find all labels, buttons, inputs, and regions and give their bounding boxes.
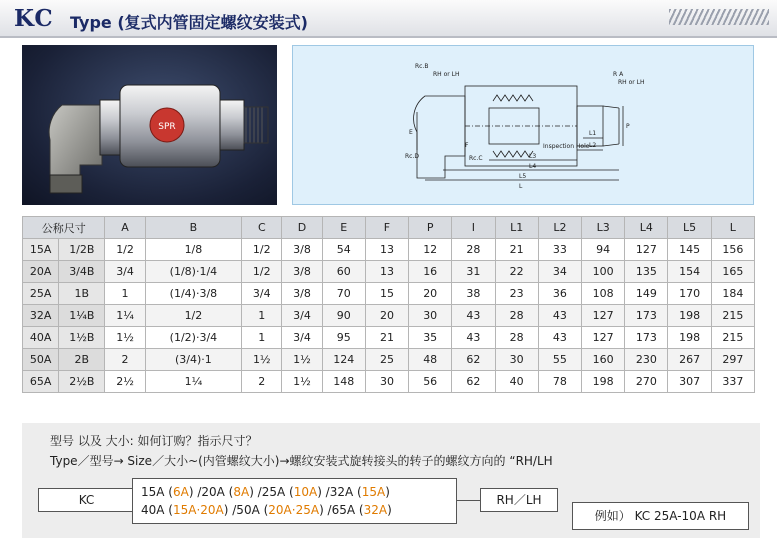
table-cell: 30 — [495, 349, 538, 371]
table-cell: 2B — [59, 349, 105, 371]
table-cell: 33 — [538, 239, 581, 261]
label-l1: L1 — [589, 130, 597, 137]
table-row — [23, 327, 755, 349]
table-cell: 90 — [322, 305, 365, 327]
table-cell: (1/4)·3/8 — [145, 283, 242, 305]
header-l1: L1 — [495, 217, 538, 239]
table-cell: 62 — [452, 349, 495, 371]
table-row — [23, 349, 755, 371]
dimension-table — [22, 216, 755, 393]
table-cell: 337 — [711, 371, 754, 393]
header-nominal-size: 公称尺寸 — [23, 217, 105, 239]
table-cell: 15 — [365, 283, 408, 305]
table-cell: 1 — [242, 327, 282, 349]
table-cell: 25 — [365, 349, 408, 371]
table-row — [23, 305, 755, 327]
connector-line — [457, 500, 480, 501]
table-cell: 1 — [242, 305, 282, 327]
table-cell: 124 — [322, 349, 365, 371]
table-cell: 54 — [322, 239, 365, 261]
table-cell: 1/2B — [59, 239, 105, 261]
label-l3: L3 — [529, 153, 537, 160]
table-cell: 23 — [495, 283, 538, 305]
table-cell: 127 — [582, 327, 625, 349]
table-cell: 28 — [452, 239, 495, 261]
label-rc-c: Rc.C — [469, 155, 483, 162]
table-cell: 35 — [409, 327, 452, 349]
label-r-a: R A — [613, 71, 624, 78]
table-row — [23, 239, 755, 261]
table-cell: 3/4 — [105, 261, 145, 283]
table-cell: 307 — [668, 371, 711, 393]
size-text: 40A ( — [141, 503, 173, 517]
label-f: F — [465, 142, 469, 149]
model-code: KC — [14, 5, 54, 32]
table-cell: 1/2 — [242, 261, 282, 283]
table-cell: 149 — [625, 283, 668, 305]
table-cell: 70 — [322, 283, 365, 305]
table-cell: 135 — [625, 261, 668, 283]
size-text: 15A ( — [141, 485, 173, 499]
table-cell: 1½ — [282, 349, 322, 371]
size-text: ) /25A ( — [249, 485, 294, 499]
inner-thread-size: 10A — [293, 485, 318, 499]
header-d: D — [282, 217, 322, 239]
table-cell: 78 — [538, 371, 581, 393]
label-rh-lh-top: RH or LH — [433, 71, 460, 78]
inner-thread-size: 6A — [172, 485, 189, 499]
table-cell: 56 — [409, 371, 452, 393]
table-cell: (1/2)·3/4 — [145, 327, 242, 349]
label-rh-lh-right: RH or LH — [618, 79, 645, 86]
table-cell: 1 — [105, 283, 145, 305]
table-cell: 2 — [105, 349, 145, 371]
table-cell: 20 — [409, 283, 452, 305]
ordering-subtitle: Type／型号→ Size／大小~(内管螺纹大小)→螺纹安装式旋转接头的转子的螺纹方向的 “RH/LH — [50, 454, 553, 468]
table-cell: 1½B — [59, 327, 105, 349]
table-cell: 1¼ — [145, 371, 242, 393]
table-cell: 20 — [365, 305, 408, 327]
header-b: B — [145, 217, 242, 239]
table-cell: 145 — [668, 239, 711, 261]
table-cell: 22 — [495, 261, 538, 283]
table-cell: 215 — [711, 305, 754, 327]
table-cell: 34 — [538, 261, 581, 283]
table-cell: 40A — [23, 327, 59, 349]
table-cell: 38 — [452, 283, 495, 305]
header-l3: L3 — [582, 217, 625, 239]
label-l5: L5 — [519, 173, 527, 180]
table-cell: 13 — [365, 261, 408, 283]
table-cell: 43 — [452, 305, 495, 327]
table-cell: 165 — [711, 261, 754, 283]
table-cell: 215 — [711, 327, 754, 349]
inner-thread-size: 8A — [233, 485, 250, 499]
table-cell: 108 — [582, 283, 625, 305]
table-cell: 13 — [365, 239, 408, 261]
title-bar — [0, 0, 777, 38]
table-cell: 25A — [23, 283, 59, 305]
table-cell: 1½ — [242, 349, 282, 371]
table-cell: 3/4 — [242, 283, 282, 305]
table-cell: 43 — [452, 327, 495, 349]
table-row — [23, 371, 755, 393]
table-cell: 15A — [23, 239, 59, 261]
size-text: ) /65A ( — [319, 503, 364, 517]
ordering-guide — [22, 423, 760, 538]
table-cell: 12 — [409, 239, 452, 261]
table-cell: 2 — [242, 371, 282, 393]
table-cell: 1/2 — [242, 239, 282, 261]
inner-thread-size: 20A·25A — [268, 503, 320, 517]
table-cell: 30 — [409, 305, 452, 327]
header-l5: L5 — [668, 217, 711, 239]
inner-thread-size: 15A — [361, 485, 386, 499]
table-cell: 95 — [322, 327, 365, 349]
table-cell: 62 — [452, 371, 495, 393]
table-cell: 1/8 — [145, 239, 242, 261]
table-cell: 43 — [538, 327, 581, 349]
table-cell: 173 — [625, 305, 668, 327]
size-text: ) — [385, 485, 390, 499]
table-cell: 170 — [668, 283, 711, 305]
label-e: E — [409, 129, 413, 136]
table-cell: 48 — [409, 349, 452, 371]
table-cell: 230 — [625, 349, 668, 371]
table-cell: 1¼ — [105, 305, 145, 327]
table-cell: 60 — [322, 261, 365, 283]
header-e: E — [322, 217, 365, 239]
table-cell: 270 — [625, 371, 668, 393]
table-cell: 3/4B — [59, 261, 105, 283]
table-cell: 28 — [495, 305, 538, 327]
inner-thread-size: 32A — [363, 503, 388, 517]
table-cell: 43 — [538, 305, 581, 327]
table-row — [23, 283, 755, 305]
ordering-title: 型号 以及 大小: 如何订购？指示尺寸？ — [50, 434, 258, 448]
table-cell: 3/8 — [282, 239, 322, 261]
header-a: A — [105, 217, 145, 239]
table-cell: 1½ — [105, 327, 145, 349]
header-f: F — [365, 217, 408, 239]
table-cell: 1B — [59, 283, 105, 305]
table-cell: 3/4 — [282, 327, 322, 349]
table-cell: 21 — [365, 327, 408, 349]
label-l: L — [519, 183, 523, 190]
table-cell: 3/8 — [282, 261, 322, 283]
table-cell: 127 — [582, 305, 625, 327]
label-inspection-hole: Inspection Hole — [543, 143, 590, 150]
table-cell: 297 — [711, 349, 754, 371]
table-cell: 65A — [23, 371, 59, 393]
table-cell: 3/4 — [282, 305, 322, 327]
header-c: C — [242, 217, 282, 239]
table-cell: (1/8)·1/4 — [145, 261, 242, 283]
size-options-line-2 — [141, 501, 448, 519]
table-cell: 28 — [495, 327, 538, 349]
table-cell: 32A — [23, 305, 59, 327]
label-p: P — [626, 123, 630, 130]
dimension-drawing — [292, 45, 754, 205]
table-cell: 127 — [625, 239, 668, 261]
table-cell: 3/8 — [282, 283, 322, 305]
size-text: ) /50A ( — [223, 503, 269, 517]
label-l4: L4 — [529, 163, 537, 170]
inner-thread-size: 15A·20A — [172, 503, 224, 517]
table-cell: 2½ — [105, 371, 145, 393]
table-cell: 31 — [452, 261, 495, 283]
table-cell: 1¼B — [59, 305, 105, 327]
table-cell: 1½ — [282, 371, 322, 393]
header-i: I — [452, 217, 495, 239]
header-l2: L2 — [538, 217, 581, 239]
size-options-line-1 — [141, 483, 448, 501]
table-cell: 184 — [711, 283, 754, 305]
header-l4: L4 — [625, 217, 668, 239]
label-rc-b: Rc.B — [415, 63, 429, 70]
size-text: ) /32A ( — [317, 485, 362, 499]
type-box: KC — [38, 488, 135, 512]
table-cell: 40 — [495, 371, 538, 393]
example-box: 例如） KC 25A-10A RH — [572, 502, 749, 530]
table-cell: 2½B — [59, 371, 105, 393]
table-cell: 30 — [365, 371, 408, 393]
rotary-joint-illustration — [22, 45, 277, 205]
header-p: P — [409, 217, 452, 239]
table-cell: 36 — [538, 283, 581, 305]
table-header-row — [23, 217, 755, 239]
table-row — [23, 261, 755, 283]
table-cell: (3/4)·1 — [145, 349, 242, 371]
table-cell: 21 — [495, 239, 538, 261]
size-text: ) — [387, 503, 392, 517]
table-cell: 198 — [668, 305, 711, 327]
product-photo — [22, 45, 277, 205]
table-cell: 50A — [23, 349, 59, 371]
table-cell: 154 — [668, 261, 711, 283]
header-l: L — [711, 217, 754, 239]
table-cell: 198 — [582, 371, 625, 393]
table-cell: 156 — [711, 239, 754, 261]
size-box — [132, 478, 457, 524]
table-cell: 267 — [668, 349, 711, 371]
table-cell: 148 — [322, 371, 365, 393]
table-cell: 94 — [582, 239, 625, 261]
table-cell: 20A — [23, 261, 59, 283]
table-cell: 55 — [538, 349, 581, 371]
label-rc-d: Rc.D — [405, 153, 419, 160]
table-cell: 198 — [668, 327, 711, 349]
decorative-stripes — [669, 9, 769, 25]
table-cell: 1/2 — [145, 305, 242, 327]
table-cell: 173 — [625, 327, 668, 349]
table-cell: 160 — [582, 349, 625, 371]
table-cell: 16 — [409, 261, 452, 283]
table-cell: 100 — [582, 261, 625, 283]
thread-direction-box: RH／LH — [480, 488, 558, 512]
svg-text:SPR: SPR — [158, 122, 176, 132]
table-cell: 1/2 — [105, 239, 145, 261]
size-text: ) /20A ( — [188, 485, 234, 499]
model-type-title: Type (复式内管固定螺纹安装式) — [70, 13, 308, 32]
label-l2: L2 — [589, 142, 597, 149]
